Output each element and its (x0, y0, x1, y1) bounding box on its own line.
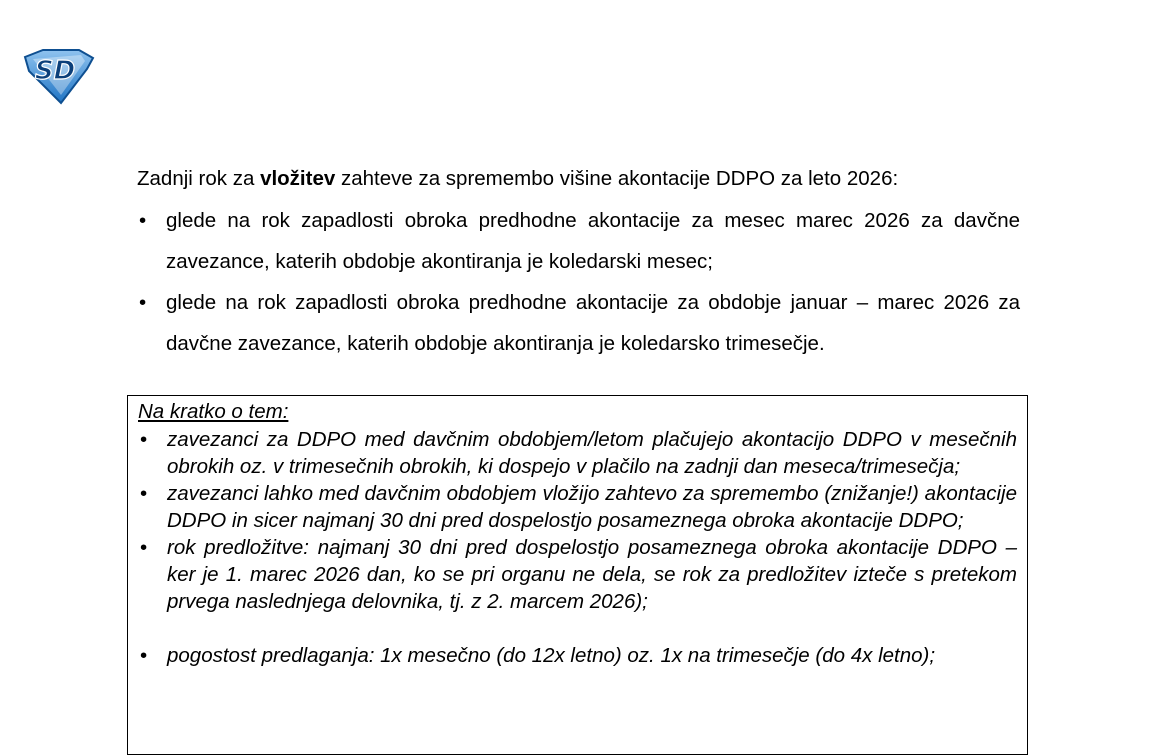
list-item (137, 282, 1020, 364)
bullet-icon: • (139, 291, 147, 314)
logo-lettering: SD (34, 56, 76, 86)
list-item-text: zavezanci lahko med davčnim obdobjem vložijo zahtevo za spremembo (znižanje!) akontacije DDPO in sicer najmanj 30 dni pred dospelostjo posameznega obroka akontacije DDPO; (167, 482, 1017, 532)
summary-box (127, 395, 1028, 755)
list-item-text: zavezanci za DDPO med davčnim obdobjem/letom plačujejo akontacijo DDPO v mesečnih obrokih oz. v trimesečnih obrokih, ki dospejo v plačilo na zadnji dan meseca/trimesečja; (167, 428, 1017, 478)
list-item-text: rok predložitve: najmanj 30 dni pred dospelostjo posameznega obroka akontacije DDPO – ker je 1. marec 2026 dan, ko se pri organu ne dela, se rok za predložitev izteče s pretekom prvega naslednjega delovnika, tj. z 2. marcem 2026); (167, 536, 1017, 613)
list-item (138, 480, 1017, 534)
list-item (138, 642, 1017, 669)
intro-section (137, 164, 1020, 364)
summary-list (138, 426, 1017, 669)
bullet-icon: • (140, 482, 148, 505)
summary-heading: Na kratko o tem: (138, 400, 289, 423)
list-item (137, 200, 1020, 282)
company-logo (21, 49, 95, 105)
bullet-icon: • (140, 428, 148, 451)
bullet-icon: • (140, 644, 148, 667)
lead-text-start: Zadnji rok za (137, 167, 261, 190)
lead-text-bold: vložitev (260, 167, 336, 190)
deadline-list (137, 200, 1020, 364)
bullet-icon: • (140, 536, 148, 559)
list-item (138, 426, 1017, 480)
list-item (138, 534, 1017, 615)
lead-text-end: zahteve za spremembo višine akontacije DDPO za leto 2026: (335, 167, 899, 190)
list-item-text: pogostost predlaganja: 1x mesečno (do 12x letno) oz. 1x na trimesečje (do 4x letno); (167, 644, 936, 667)
intro-lead (137, 164, 1020, 194)
bullet-icon: • (139, 209, 147, 232)
list-item-text: glede na rok zapadlosti obroka predhodne akontacije za obdobje januar – marec 2026 za davčne zavezance, katerih obdobje akontiranja je koledarsko trimesečje. (166, 291, 1020, 355)
list-item-text: glede na rok zapadlosti obroka predhodne akontacije za mesec marec 2026 za davčne zavezance, katerih obdobje akontiranja je koledarski mesec; (166, 209, 1020, 273)
